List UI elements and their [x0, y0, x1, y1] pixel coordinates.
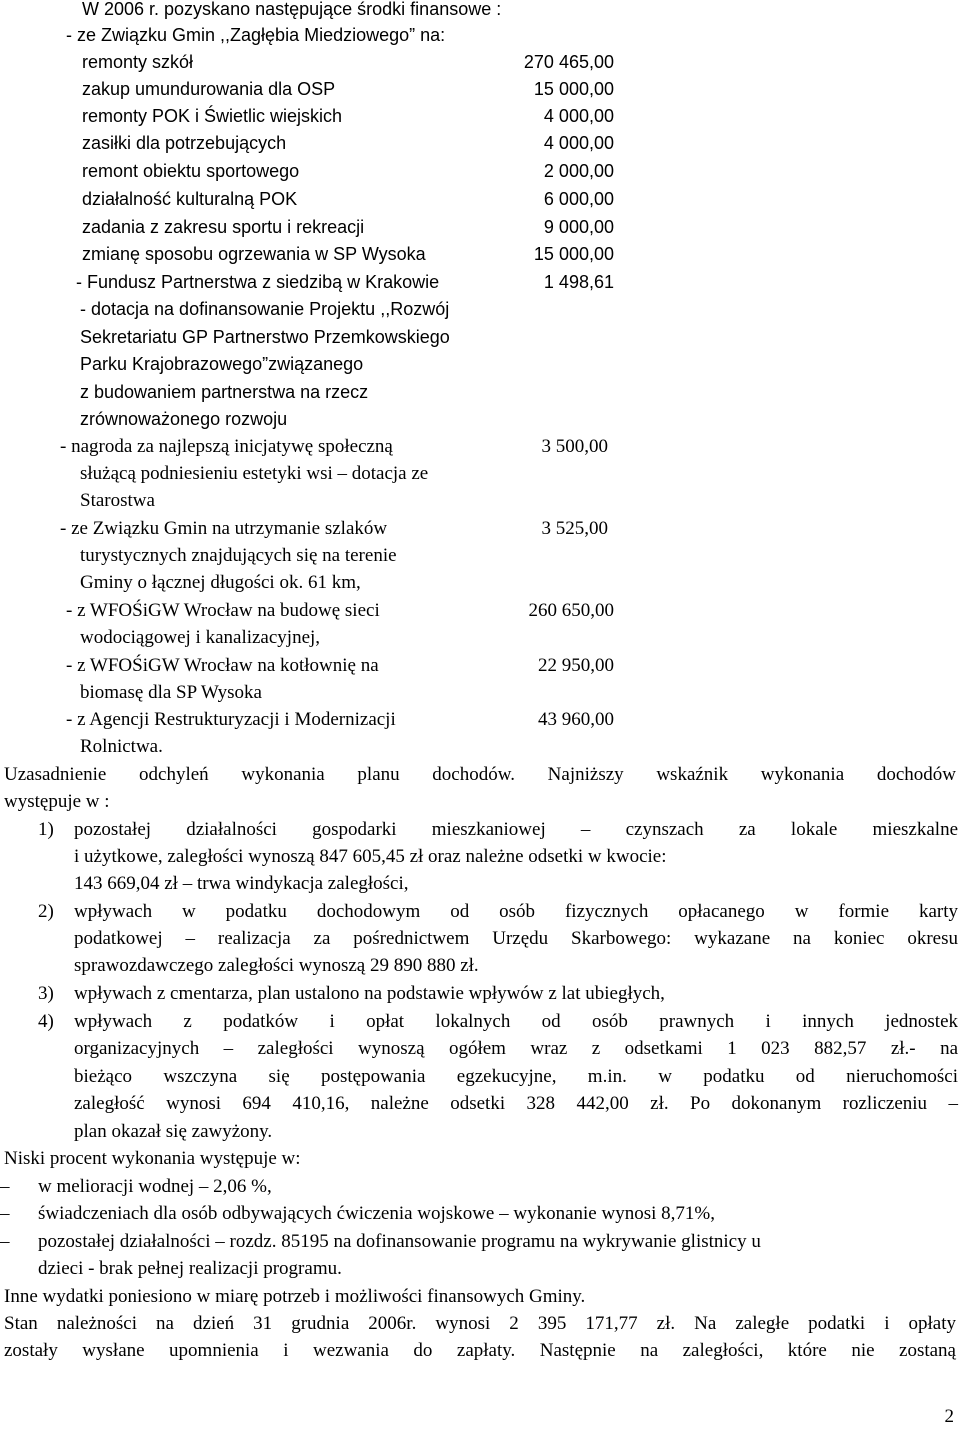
list-item-line: i użytkowe, zaległości wynoszą 847 605,45 zł oraz należne odsetki w kwocie:	[74, 846, 667, 867]
item-label: zadania z zakresu sportu i rekreacji	[82, 217, 365, 237]
dotacja-line: Parku Krajobrazowego”związanego	[80, 354, 364, 374]
item-amount: 15 000,00	[533, 79, 614, 99]
dotacja-line: zrównoważonego rozwoju	[80, 409, 288, 429]
uzasadnienie-line: występuje w :	[4, 791, 110, 812]
item-label: działalność kulturalną POK	[82, 189, 298, 209]
list-item-line: podatkowej – realizacja za pośrednictwem Urzędu Skarbowego: wykazane na koniec okresu	[74, 928, 958, 949]
entry-line: - z Agencji Restrukturyzacji i Modernizacji	[66, 709, 396, 730]
list-number: 1)	[38, 819, 54, 840]
dotacja-line: Sekretariatu GP Partnerstwo Przemkowskiego	[80, 327, 450, 347]
inne-line: Inne wydatki poniesiono w miarę potrzeb i możliwości finansowych Gminy.	[4, 1286, 586, 1307]
entry-line: wodociągowej i kanalizacyjnej,	[80, 627, 321, 648]
dash-bullet: –	[0, 1176, 10, 1197]
list-item-line: sprawozdawczego zaległości wynoszą 29 890 880 zł.	[74, 955, 479, 976]
list-item-line: 143 669,04 zł – trwa windykacja zaległości,	[74, 873, 409, 894]
entry-line: turystycznych znajdujących się na terenie	[80, 545, 397, 566]
page-number: 2	[944, 1406, 954, 1427]
entry-line: - z WFOŚiGW Wrocław na kotłownię na	[66, 655, 379, 676]
entry-line: - nagroda za najlepszą inicjatywę społeczną	[60, 436, 393, 457]
item-label: remont obiektu sportowego	[82, 161, 300, 181]
fundusz-label: - Fundusz Partnerstwa z siedzibą w Krakowie	[76, 272, 440, 292]
entry-line: Starostwa	[80, 490, 155, 511]
list-number: 4)	[38, 1011, 54, 1032]
item-label: zmianę sposobu ogrzewania w SP Wysoka	[82, 244, 426, 264]
stan-line: Stan należności na dzień 31 grudnia 2006r. wynosi 2 395 171,77 zł. Na zaległe podatki i opłaty	[4, 1313, 956, 1334]
entry-line: Gminy o łącznej długości ok. 61 km,	[80, 572, 361, 593]
entry-line: - z WFOŚiGW Wrocław na budowę sieci	[66, 600, 380, 621]
entry-amount: 3 500,00	[541, 436, 608, 457]
item-label: zasiłki dla potrzebujących	[82, 133, 287, 153]
item-amount: 2 000,00	[543, 161, 614, 181]
list-number: 2)	[38, 901, 54, 922]
header-line: W 2006 r. pozyskano następujące środki finansowe :	[82, 0, 502, 19]
niski-heading: Niski procent wykonania występuje w:	[4, 1148, 301, 1169]
item-label: remonty POK i Świetlic wiejskich	[82, 106, 343, 126]
entry-line: biomasę dla SP Wysoka	[80, 682, 262, 703]
entry-amount: 3 525,00	[541, 518, 608, 539]
list-item-line: zaległość wynosi 694 410,16, należne odsetki 328 442,00 zł. Po dokonanym rozliczeniu –	[74, 1093, 958, 1114]
niski-item-line: w melioracji wodnej – 2,06 %,	[38, 1176, 272, 1197]
fundusz-amount: 1 498,61	[543, 272, 614, 292]
list-item-line: pozostałej działalności gospodarki mieszkaniowej – czynszach za lokale mieszkalne	[74, 819, 958, 840]
item-amount: 6 000,00	[543, 189, 614, 209]
uzasadnienie-line: Uzasadnienie odchyleń wykonania planu dochodów. Najniższy wskaźnik wykonania dochodów	[4, 764, 956, 785]
dash-bullet: –	[0, 1231, 10, 1252]
list-item-line: organizacyjnych – zaległości wynoszą ogółem wraz z odsetkami 1 023 882,57 zł.- na	[74, 1038, 958, 1059]
item-amount: 4 000,00	[543, 106, 614, 126]
dotacja-line: - dotacja na dofinansowanie Projektu ,,Rozwój	[80, 299, 450, 319]
item-label: remonty szkół	[82, 52, 194, 72]
entry-amount: 43 960,00	[538, 709, 614, 730]
entry-line: Rolnictwa.	[80, 736, 163, 757]
source-zwiazek-gmin: - ze Związku Gmin ,,Zagłębia Miedziowego” na:	[66, 25, 446, 45]
entry-amount: 260 650,00	[528, 600, 614, 621]
entry-amount: 22 950,00	[538, 655, 614, 676]
niski-item-line: dzieci - brak pełnej realizacji programu.	[38, 1258, 342, 1279]
list-item-line: wpływach z podatków i opłat lokalnych od osób prawnych i innych jednostek	[74, 1011, 958, 1032]
dotacja-line: z budowaniem partnerstwa na rzecz	[80, 382, 369, 402]
item-amount: 15 000,00	[533, 244, 614, 264]
stan-line: zostały wysłane upomnienia i wezwania do zapłaty. Następnie na zaległości, które nie zostaną	[4, 1340, 956, 1361]
entry-line: służącą podniesieniu estetyki wsi – dotacja ze	[80, 463, 429, 484]
list-number: 3)	[38, 983, 54, 1004]
item-label: zakup umundurowania dla OSP	[82, 79, 336, 99]
niski-item-line: świadczeniach dla osób odbywających ćwiczenia wojskowe – wykonanie wynosi 8,71%,	[38, 1203, 715, 1224]
list-item-line: plan okazał się zawyżony.	[74, 1121, 273, 1142]
list-item-line: wpływach w podatku dochodowym od osób fizycznych opłacanego w formie karty	[74, 901, 958, 922]
item-amount: 4 000,00	[543, 133, 614, 153]
item-amount: 270 465,00	[523, 52, 614, 72]
entry-line: - ze Związku Gmin na utrzymanie szlaków	[60, 518, 388, 539]
list-item-line: bieżąco wszczyna się postępowania egzekucyjne, m.in. w podatku od nieruchomości	[74, 1066, 958, 1087]
dash-bullet: –	[0, 1203, 10, 1224]
list-item-line: wpływach z cmentarza, plan ustalono na podstawie wpływów z lat ubiegłych,	[74, 983, 665, 1004]
item-amount: 9 000,00	[543, 217, 614, 237]
niski-item-line: pozostałej działalności – rozdz. 85195 na dofinansowanie programu na wykrywanie glistnicy u	[38, 1231, 761, 1252]
